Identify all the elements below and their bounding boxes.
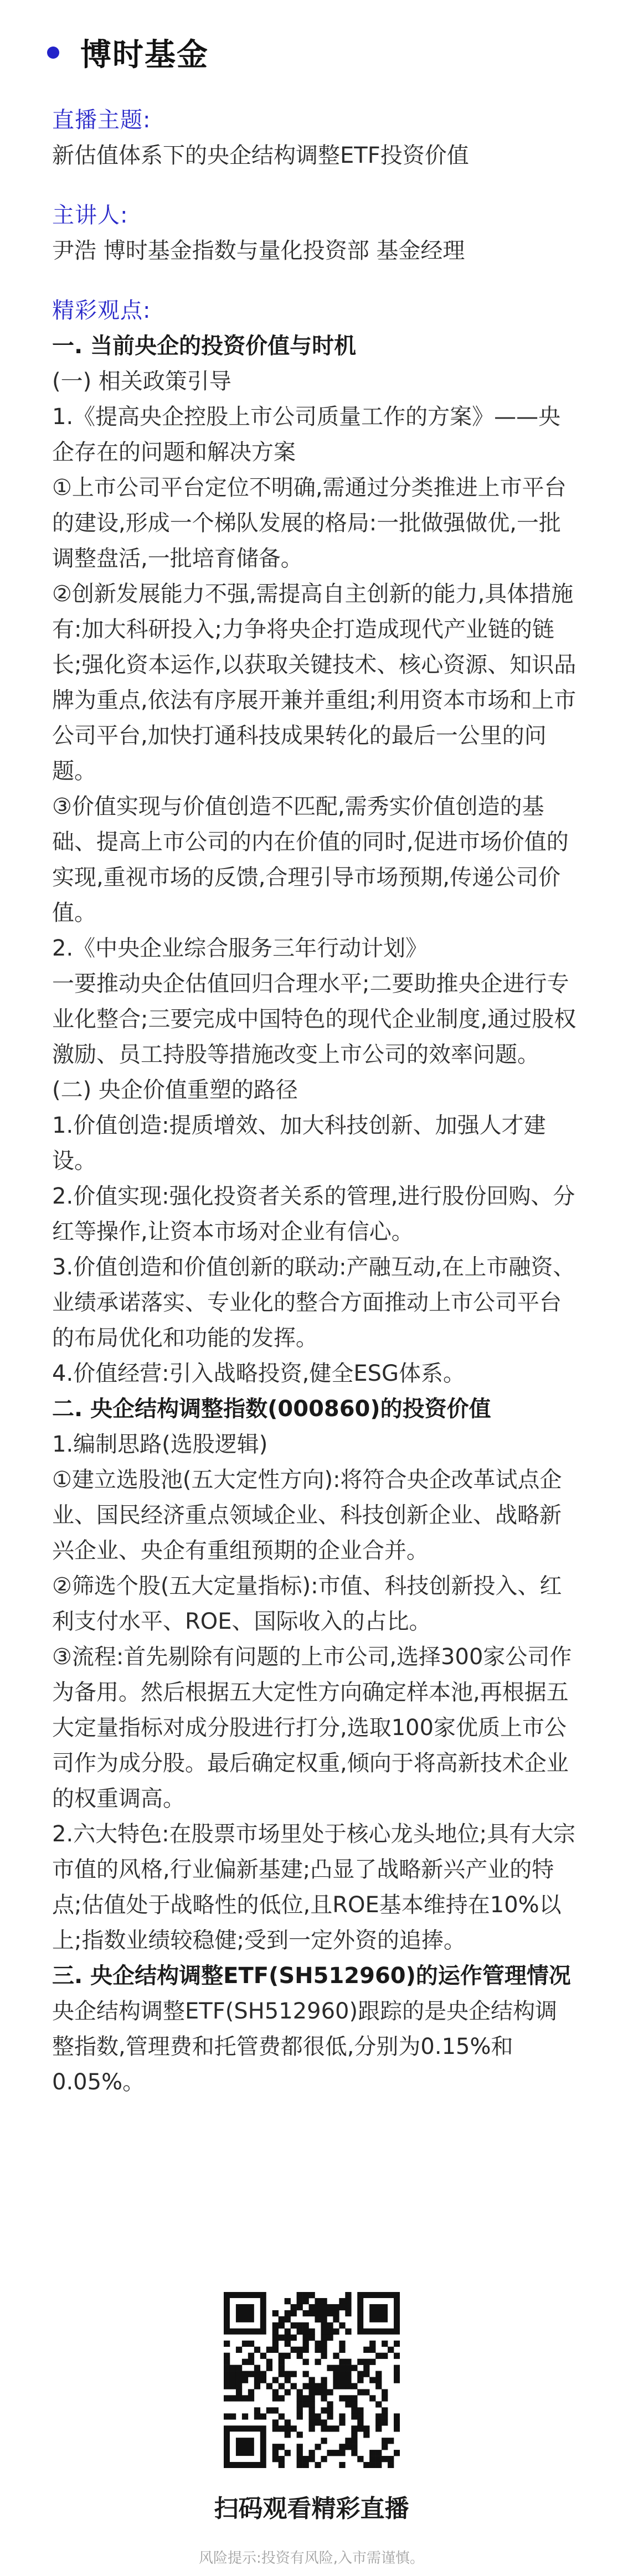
section-1-para-10: 4.价值经营:引入战略投资,健全ESG体系。 <box>52 1361 466 1386</box>
section-2-para-3: ②筛选个股(五大定量指标):市值、科技创新投入、红利支付水平、ROE、国际收入的占比。 <box>52 1573 562 1634</box>
section-1-para-4: ③价值实现与价值创造不匹配,需秀实价值创造的基础、提高上市公司的内在价值的同时,促进市场价值的实现,重视市场的反馈,合理引导市场预期,传递公司价值。 <box>52 794 569 926</box>
section-3-title: 三. 央企结构调整ETF(SH512960)的运作管理情况 <box>52 1963 571 1989</box>
topic-label: 直播主题: <box>52 107 151 133</box>
qr-code-icon[interactable] <box>224 2292 400 2468</box>
topic-value: 新估值体系下的央企结构调整ETF投资价值 <box>52 143 469 168</box>
page-title: 博时基金 <box>80 37 209 73</box>
section-2-para-2: ①建立选股池(五大定性方向):将符合央企改革试点企业、国民经济重点领域企业、科技创新企业、战略新兴企业、央企有重组预期的企业合并。 <box>52 1467 562 1563</box>
section-1-sub-2: (二) 央企价值重塑的路径 <box>52 1077 298 1103</box>
bullet-dot-icon <box>47 47 59 59</box>
speaker-label: 主讲人: <box>52 203 128 228</box>
section-1-para-7: 1.价值创造:提质增效、加大科技创新、加强人才建设。 <box>52 1113 546 1174</box>
section-3-para-1: 央企结构调整ETF(SH512960)跟踪的是央企结构调整指数,管理费和托管费都很低,分别为0.15%和0.05%。 <box>52 1999 558 2095</box>
section-1-para-1: 1.《提高央企控股上市公司质量工作的方案》——央企存在的问题和解决方案 <box>52 404 561 465</box>
section-1-para-3: ②创新发展能力不强,需提高自主创新的能力,具体措施有:加大科研投入;力争将央企打造成现代产业链的链长;强化资本运作,以获取关键技术、核心资源、知识品牌为重点,依法有序展开兼并重组;利用资本市场和上市公司平台,加快打通科技成果转化的最后一公里的问题。 <box>52 581 576 784</box>
highlights-label: 精彩观点: <box>52 298 151 323</box>
risk-notice: 风险提示:投资有风险,入市需谨慎。 <box>198 2550 425 2567</box>
qr-code-graphic <box>224 2292 400 2468</box>
section-2-para-4: ③流程:首先剔除有问题的上市公司,选择300家公司作为备用。然后根据五大定性方向确定样本池,再根据五大定量指标对成分股进行打分,选取100家优质上市公司作为成分股。最后确定权重,倾向于将高新技术企业的权重调高。 <box>52 1644 572 1811</box>
section-1-title: 一. 当前央企的投资价值与时机 <box>52 333 357 359</box>
section-1-para-9: 3.价值创造和价值创新的联动:产融互动,在上市融资、业绩承诺落实、专业化的整合方面推动上市公司平台的布局优化和功能的发挥。 <box>52 1255 575 1351</box>
article-content <box>52 102 578 2100</box>
header <box>47 33 209 72</box>
section-2-title: 二. 央企结构调整指数(000860)的投资价值 <box>52 1396 491 1422</box>
section-1-para-6: 一要推动央企估值回归合理水平;二要助推央企进行专业化整合;三要完成中国特色的现代企业制度,通过股权激励、员工持股等措施改变上市公司的效率问题。 <box>52 971 576 1067</box>
qr-caption: 扫码观看精彩直播 <box>214 2495 409 2523</box>
section-2-para-5: 2.六大特色:在股票市场里处于核心龙头地位;具有大宗市值的风格,行业偏新基建;凸显了战略新兴产业的特点;估值处于战略性的低位,且ROE基本维持在10%以上;指数业绩较稳健;受到一定外资的追捧。 <box>52 1821 576 1953</box>
speaker-value: 尹浩 博时基金指数与量化投资部 基金经理 <box>52 238 465 264</box>
section-1-sub-1: (一) 相关政策引导 <box>52 369 231 394</box>
section-2-para-1: 1.编制思路(选股逻辑) <box>52 1432 268 1457</box>
section-1-para-8: 2.价值实现:强化投资者关系的管理,进行股份回购、分红等操作,让资本市场对企业有信心。 <box>52 1184 575 1245</box>
section-1-para-2: ①上市公司平台定位不明确,需通过分类推进上市平台的建设,形成一个梯队发展的格局:一批做强做优,一批调整盘活,一批培育储备。 <box>52 475 567 571</box>
section-1-para-5: 2.《中央企业综合服务三年行动计划》 <box>52 936 428 961</box>
